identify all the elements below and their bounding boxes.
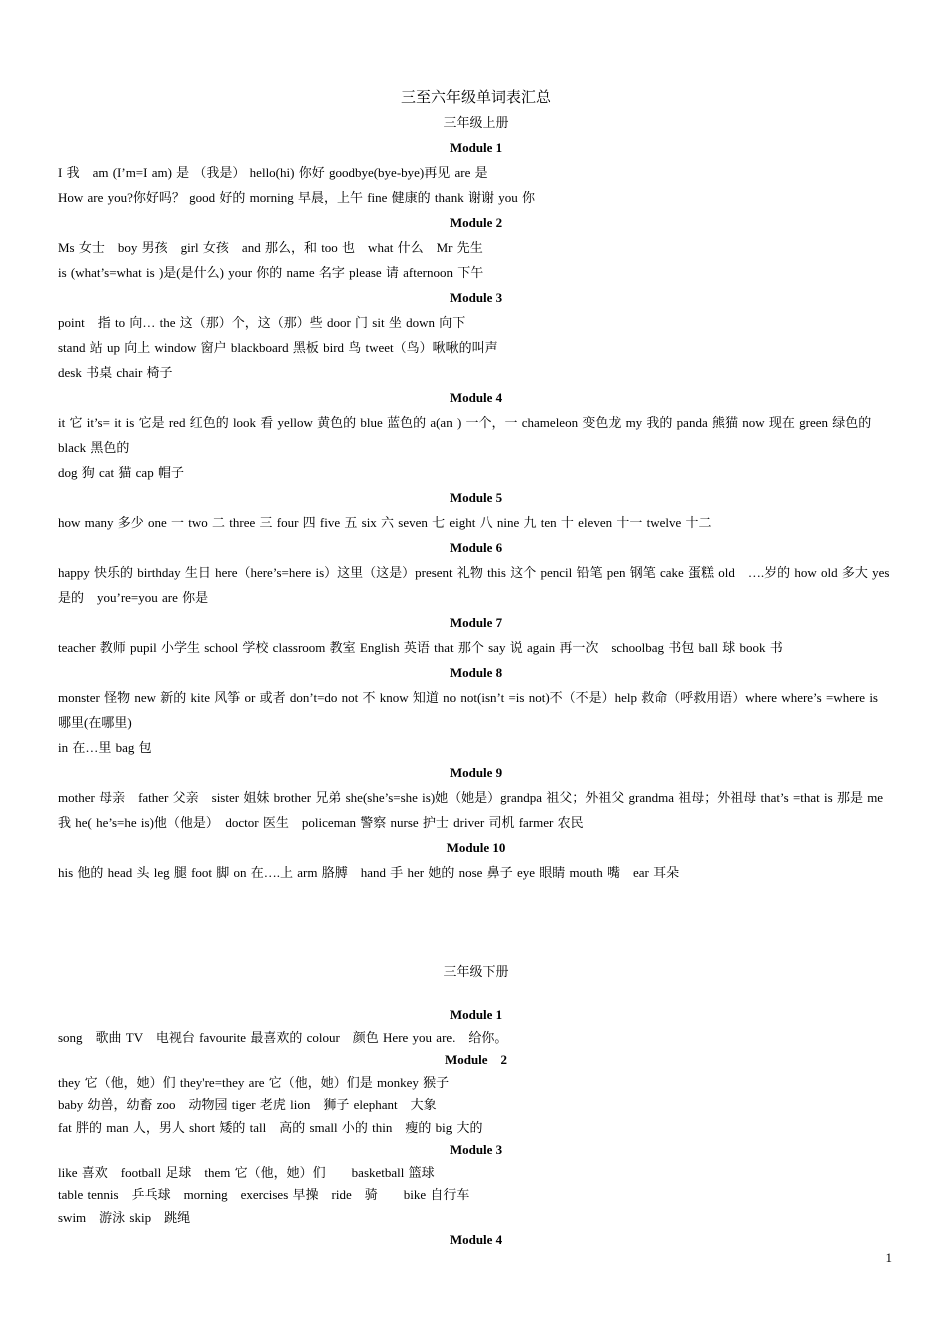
module-heading: Module 10 — [446, 840, 506, 855]
vocabulary-line: fat 胖的 man 人，男人 short 矮的 tall 高的 small 小的 thin 瘦的 big 大的 — [58, 1119, 483, 1135]
module-heading: Module 7 — [449, 615, 503, 630]
vocabulary-line: they 它（他，她）们 they're=they are 它（他，她）们是 monkey 猴子 — [58, 1074, 450, 1090]
vocabulary-line: in 在…里 bag 包 — [58, 740, 152, 755]
module-heading: Module 4 — [449, 1232, 503, 1247]
vocabulary-line: I 我 am (I’m=I am) 是 （我是） hello(hi) 你好 goodbye(bye-bye)再见 are 是 — [58, 165, 488, 180]
vocabulary-line: monster 怪物 new 新的 kite 风筝 or 或者 don’t=do not 不 know 知道 no not(isn’t =is not)不（不是）help 救命（呼救用语）where where’s =where is 哪里(在哪里) — [58, 690, 878, 730]
volume-section — [58, 135, 894, 885]
vocabulary-line: how many 多少 one 一 two 二 three 三 four 四 five 五 six 六 seven 七 eight 八 nine 九 ten 十 eleven 十一 twelve 十二 — [58, 515, 712, 530]
module-heading: Module 8 — [449, 665, 503, 680]
vocabulary-line: How are you?你好吗？ good 好的 morning 早晨，上午 fine 健康的 thank 谢谢 you 你 — [58, 190, 536, 205]
module-heading: Module 1 — [449, 1007, 503, 1022]
section-gap — [58, 984, 894, 1004]
module-heading: Module 2 — [444, 1052, 508, 1067]
section-gap — [58, 885, 894, 959]
vocabulary-line: swim 游泳 skip 跳绳 — [58, 1209, 191, 1225]
document-page — [58, 86, 894, 1252]
vocabulary-line: baby 幼兽，幼畜 zoo 动物园 tiger 老虎 lion 狮子 elephant 大象 — [58, 1097, 437, 1112]
vocabulary-line: it 它 it’s= it is 它是 red 红色的 look 看 yellow 黄色的 blue 蓝色的 a(an ) 一个，一 chameleon 变色龙 my 我的 panda 熊猫 now 现在 green 绿色的 black 黑色的 — [58, 415, 872, 455]
vocabulary-line: mother 母亲 father 父亲 sister 姐妹 brother 兄弟 she(she’s=she is)她（她是）grandpa 祖父；外祖父 grandma 祖母；外祖母 that’s =that is 那是 me 我 he( he’s=he is)他（他是） doctor 医生 policeman 警察 nurse 护士 driver 司机 farmer 农民 — [58, 790, 884, 830]
vocabulary-line: song 歌曲 TV 电视台 favourite 最喜欢的 colour 颜色 Here you are. 给你。 — [58, 1029, 508, 1045]
module-heading: Module 3 — [449, 290, 503, 305]
vocabulary-line: teacher 教师 pupil 小学生 school 学校 classroom 教室 English 英语 that 那个 say 说 again 再一次 schoolbag 书包 ball 球 book 书 — [58, 640, 783, 655]
vocabulary-line: stand 站 up 向上 window 窗户 blackboard 黑板 bird 鸟 tweet（鸟）啾啾的叫声 — [58, 340, 498, 355]
module-heading: Module 9 — [449, 765, 503, 780]
vocabulary-line: like 喜欢 football 足球 them 它（他，她）们 basketball 篮球 — [58, 1164, 435, 1180]
module-heading: Module 4 — [449, 390, 503, 405]
vocabulary-line: table tennis 乒乓球 morning exercises 早操 ride 骑 bike 自行车 — [58, 1187, 470, 1202]
module-heading: Module 1 — [449, 140, 503, 155]
module-heading: Module 5 — [449, 490, 503, 505]
vocabulary-line: dog 狗 cat 猫 cap 帽子 — [58, 465, 184, 480]
vocabulary-line: his 他的 head 头 leg 腿 foot 脚 on 在….上 arm 胳膊 hand 手 her 她的 nose 鼻子 eye 眼睛 mouth 嘴 ear 耳朵 — [58, 865, 680, 880]
volume-title: 三年级下册 — [443, 964, 509, 979]
volume-section — [58, 1004, 894, 1252]
page-number: 1 — [885, 1250, 892, 1265]
module-heading: Module 3 — [449, 1142, 503, 1157]
document-title: 三至六年级单词表汇总 — [400, 90, 551, 106]
vocabulary-line: happy 快乐的 birthday 生日 here（here’s=here is）这里（这是）present 礼物 this 这个 pencil 铅笔 pen 钢笔 cake 蛋糕 old ….岁的 how old 多大 yes 是的 you’re=you are 你是 — [58, 565, 890, 605]
vocabulary-line: desk 书桌 chair 椅子 — [58, 365, 173, 380]
vocabulary-line: point 指 to 向… the 这（那）个，这（那）些 door 门 sit 坐 down 向下 — [58, 315, 466, 330]
vocabulary-line: is (what’s=what is )是(是什么) your 你的 name 名字 please 请 afternoon 下午 — [58, 265, 484, 280]
vocabulary-line: Ms 女士 boy 男孩 girl 女孩 and 那么，和 too 也 what 什么 Mr 先生 — [58, 240, 483, 255]
module-heading: Module 6 — [449, 540, 503, 555]
volume-title: 三年级上册 — [443, 115, 509, 130]
module-heading: Module 2 — [449, 215, 503, 230]
